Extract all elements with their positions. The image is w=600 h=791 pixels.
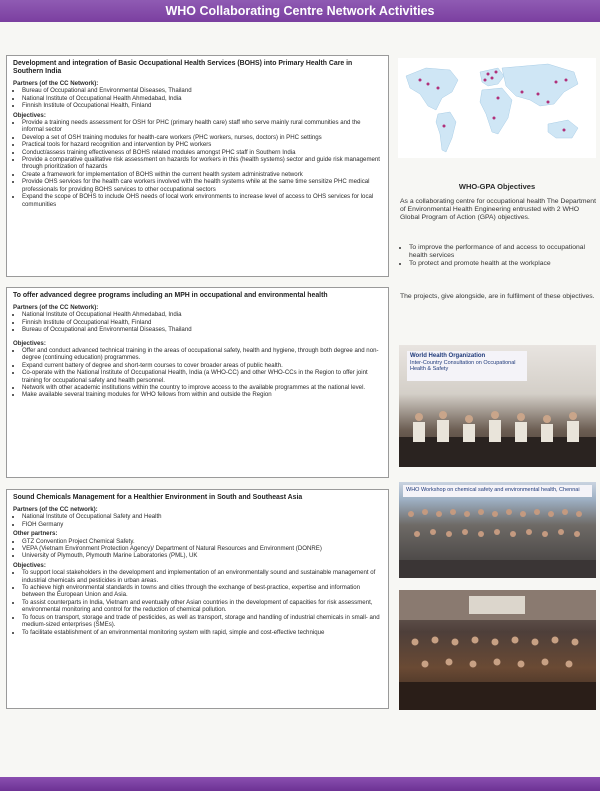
list-item: • Conduct/assess training effectiveness of BOHS related modules amongst PHC staff in Southern India xyxy=(22,149,382,156)
list-item: • Provide a training needs assessment for OSH for PHC (primary health care) staff who serve mainly rural communities and the informal sector xyxy=(22,119,382,134)
gpa-objectives-list xyxy=(400,244,596,269)
page-title: WHO Collaborating Centre Network Activities xyxy=(165,4,435,18)
partners-label: Partners (of the CC Network): xyxy=(13,80,99,87)
list-item: • Offer and conduct advanced technical training in the areas of occupational safety, health and hygiene, through both degree and non-degree (continuing education) programmes. xyxy=(22,347,382,362)
list-item: • Provide OHS services for the health care workers involved with the health systems while at the same time sensitize PHC medical professionals for providing BOHS services to other occupational sectors xyxy=(22,178,382,193)
project-title: Sound Chemicals Management for a Healthier Environment in South and Southeast Asia xyxy=(13,494,303,501)
list-item: • Provide a comparative qualitative risk assessment on hazards for workers in this (health systems) sector and guide risk management through prioritization of hazards xyxy=(22,156,382,171)
partners-label: Partners (of the CC Network): xyxy=(13,304,99,311)
list-item: • Co-operate with the National Institute of Occupational Health, India (a WHO-CC) and other WHO-CCs in the Region to offer joint training for occupational safety and health personnel. xyxy=(22,369,382,384)
objectives-label: Objectives: xyxy=(13,339,46,347)
map-dot xyxy=(521,91,524,94)
workshop-banner xyxy=(403,485,592,497)
group-photo xyxy=(399,482,596,578)
list-item: • Create a framework for implementation of BOHS within the current health system administrative network xyxy=(22,171,382,178)
list-item: • Bureau of Occupational and Environmental Diseases, Thailand xyxy=(22,326,382,333)
people-group xyxy=(399,500,596,578)
objectives-list xyxy=(13,569,382,636)
partners-list xyxy=(13,513,382,528)
list-item: • Practical tools for hazard recognition and intervention by PHC workers xyxy=(22,141,382,148)
world-map-svg xyxy=(398,58,596,158)
map-dot xyxy=(443,125,446,128)
project-box-chemicals xyxy=(6,489,389,709)
objectives-list xyxy=(13,347,382,399)
project-title: To offer advanced degree programs including an MPH in occupational and environmental health xyxy=(13,292,328,299)
project-title: Development and integration of Basic Occupational Health Services (BOHS) into Primary Health Care in Southern India xyxy=(13,60,353,75)
meeting-scene xyxy=(399,590,596,710)
project-box-mph xyxy=(6,287,389,478)
list-item: • To support local stakeholders in the development and implementation of an environmentally sound and sustainable management of industrial chemicals and pesticides in urban areas. xyxy=(22,569,382,584)
list-item: • University of Plymouth, Plymouth Marine Laboratories (PML), UK xyxy=(22,552,382,559)
page-footer-bar xyxy=(0,777,600,791)
map-dot xyxy=(437,87,440,90)
map-dot xyxy=(497,97,500,100)
list-item: • Bureau of Occupational and Environmental Diseases, Thailand xyxy=(22,87,382,94)
objectives-list xyxy=(13,119,382,208)
page-header xyxy=(0,0,600,22)
list-item: • To facilitate establishment of an environmental monitoring system with rapid, simple and cost-effective technique xyxy=(22,629,382,636)
list-item: • Expand current battery of degree and short-term courses to cover broader areas of public health. xyxy=(22,362,382,369)
who-banner xyxy=(407,351,527,381)
map-dot xyxy=(484,79,487,82)
gpa-intro-text: As a collaborating centre for occupational health The Department of Environmental Health Engineering entrusted with 2 WHO Global Program of Action (GPA) objectives. xyxy=(400,198,596,222)
list-item: • National Institute of Occupational Health Ahmedabad, India xyxy=(22,311,382,318)
gpa-objectives-title: WHO-GPA Objectives xyxy=(458,182,536,191)
map-dot xyxy=(537,93,540,96)
list-item: • To assist counterparts in India, Vietnam and eventually other Asian countries in the development of capacities for risk assessment, environmental monitoring and control for the reduction of chemical pollution. xyxy=(22,599,382,614)
meeting-room-photo xyxy=(399,590,596,710)
list-item: • To focus on transport, storage and trade of pesticides, as well as transport, storage and handling of industrial chemicals in small- and medium-sized enterprises (SMEs). xyxy=(22,614,382,629)
partners-list xyxy=(13,87,382,109)
partners-list xyxy=(13,311,382,333)
list-item: • Network with other academic institutions within the country to improve access to the available programmes at the national level. xyxy=(22,384,382,391)
map-dot xyxy=(427,83,430,86)
other-partners-list xyxy=(13,538,382,560)
list-item: • Expand the scope of BOHS to include OHS needs of local work environments to increase level of access to OHS services for local communities xyxy=(22,193,382,208)
list-item: • Finnish Institute of Occupational Health, Finland xyxy=(22,102,382,109)
list-item: • Finnish Institute of Occupational Health, Finland xyxy=(22,319,382,326)
map-dot xyxy=(563,129,566,132)
map-dot xyxy=(565,79,568,82)
other-partners-label: Other partners: xyxy=(13,530,58,538)
partners-label: Partners (of the CC network): xyxy=(13,506,98,513)
list-item: • FIOH Germany xyxy=(22,521,382,528)
list-item: • To improve the performance of and access to occupational health services xyxy=(409,244,596,260)
fulfilment-text: The projects, give alongside, are in fulfilment of these objectives. xyxy=(400,293,595,300)
people-group xyxy=(399,397,596,467)
list-item: • National Institute of Occupational Safety and Health xyxy=(22,513,382,520)
map-dot xyxy=(493,117,496,120)
consultation-photo xyxy=(399,345,596,467)
banner-subtitle: Inter-Country Consultation on Occupational Health & Safety xyxy=(410,359,516,372)
list-item: • GTZ Convention Project Chemical Safety. xyxy=(22,538,382,545)
map-dot xyxy=(555,81,558,84)
objectives-label: Objectives: xyxy=(13,111,46,119)
list-item: • Develop a set of OSH training modules for health-care workers (PHC workers, nurses, doctors) in PHC settings xyxy=(22,134,382,141)
objectives-label: Objectives: xyxy=(13,561,46,569)
banner-caption: WHO Workshop on chemical safety and environmental health, Chennai xyxy=(406,487,580,493)
map-dot xyxy=(419,79,422,82)
map-dot xyxy=(487,73,490,76)
list-item: • To protect and promote health at the workplace xyxy=(409,260,596,268)
map-dot xyxy=(491,77,494,80)
map-dot xyxy=(495,71,498,74)
list-item: • National Institute of Occupational Health Ahmedabad, India xyxy=(22,95,382,102)
list-item: • VEPA (Vietnam Environment Protection Agency)/ Department of Natural Resources and Environment (DONRE) xyxy=(22,545,382,552)
project-box-bohs xyxy=(6,55,389,277)
map-dot xyxy=(547,101,550,104)
list-item: • Make available several training modules for WHO fellows from within and outside the Region xyxy=(22,391,382,398)
list-item: • To achieve high environmental standards in towns and cities through the exchange of best-practice, expertise and information between the European Union and Asia. xyxy=(22,584,382,599)
world-map-image xyxy=(398,58,596,158)
banner-org: World Health Organization xyxy=(410,353,486,359)
